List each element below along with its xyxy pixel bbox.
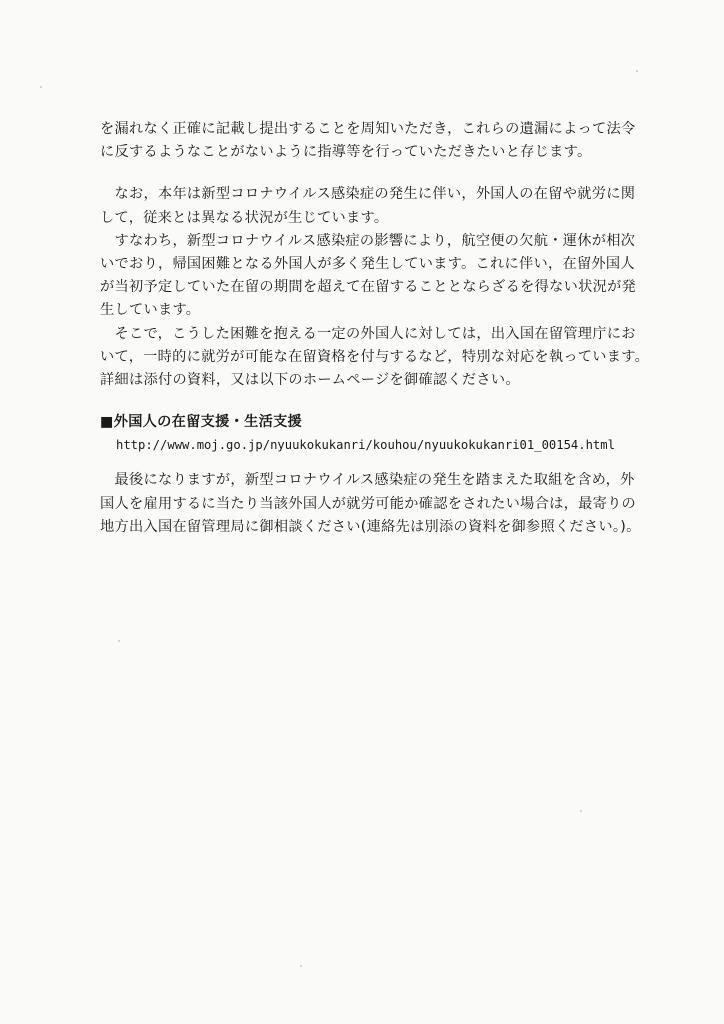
section-spacer bbox=[100, 392, 680, 411]
paragraph-covid-status: なお，本年は新型コロナウイルス感染症の発生に伴い，外国人の在留や就労に関 して，従来とは異なる状況が生じています。 bbox=[100, 186, 636, 226]
paragraph-continuation: を漏れなく正確に記載し提出することを周知いただき，これらの遺漏によって法令 に反するようなことがないように指導等を行っていただきたいと存じます。 bbox=[100, 121, 636, 161]
section-spacer-2 bbox=[100, 457, 680, 469]
scan-speck bbox=[40, 86, 42, 88]
scan-speck bbox=[118, 640, 120, 642]
section-heading: ■外国人の在留支援・生活支援 bbox=[100, 414, 303, 431]
scan-speck bbox=[580, 810, 582, 812]
paragraph-special-measures: そこで，こうした困難を抱える一定の外国人に対しては，出入国在留管理庁にお いて，一時的に就労が可能な在留資格を付与するなど，特別な対応を執っています。 詳細は添付の資料，又は以下のホームページを御確認ください。 bbox=[100, 325, 650, 389]
paragraph-flight-cancellations: すなわち，新型コロナウイルス感染症の影響により，航空便の欠航・運休が相次 いでおり，帰国困難となる外国人が多く発生しています。これに伴い，在留外国人 が当初予定していた在留の期間を超えて在留することとならざるを得ない状況が発 生しています。 bbox=[100, 232, 637, 319]
paragraph-closing: 最後になりますが，新型コロナウイルス感染症の発生を踏まえた取組を含め，外 国人を雇用するに当たり当該外国人が就労可能か確認をされたい場合は，最寄りの 地方出入国在留管理局に御相談ください(連絡先は別添の資料を御参照ください。)。 bbox=[100, 472, 641, 535]
document-body bbox=[100, 118, 680, 539]
scan-speck bbox=[636, 70, 638, 72]
scan-speck bbox=[300, 965, 302, 967]
section-url-link[interactable]: http://www.moj.go.jp/nyuukokukanri/kouhou/nyuukokukanri01_00154.html bbox=[116, 438, 615, 453]
paragraph-spacer bbox=[100, 164, 680, 183]
